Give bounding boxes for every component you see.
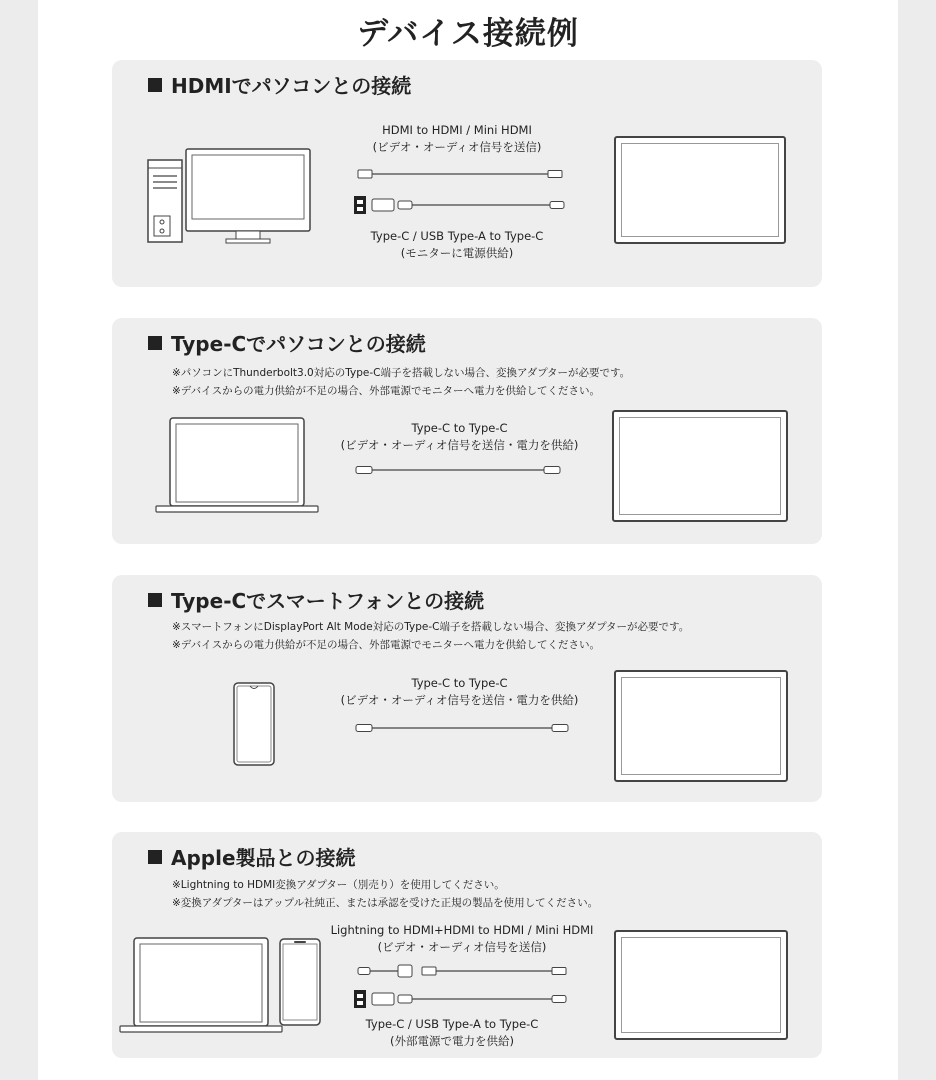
note-line: ※Lightning to HDMI変換アダプター（別売り）を使用してください。 xyxy=(172,879,505,891)
section-title xyxy=(148,842,356,871)
usb-c-cable-with-adapter-icon xyxy=(354,194,570,216)
note-line: ※デバイスからの電力供給が不足の場合、外部電源でモニターへ電力を供給してください。 xyxy=(172,385,601,397)
cable-label-bottom xyxy=(332,1016,572,1050)
cable-name: Type-C to Type-C xyxy=(411,421,508,435)
section-title xyxy=(148,328,426,357)
cable-label-top xyxy=(342,122,572,156)
section-title-text: HDMIでパソコンとの接続 xyxy=(171,74,412,98)
section-title-text: Apple製品との接続 xyxy=(171,846,356,870)
square-bullet-icon xyxy=(148,336,162,350)
square-bullet-icon xyxy=(148,850,162,864)
cable-desc: (ビデオ・オーディオ信号を送信・電力を供給) xyxy=(340,438,579,452)
usb-c-cable-with-adapter-icon xyxy=(354,988,572,1010)
section-title-text: Type-Cでスマートフォンとの接続 xyxy=(171,589,485,613)
hdmi-cable-icon xyxy=(358,168,568,180)
section-typec-pc xyxy=(112,318,822,544)
cable-desc: (モニターに電源供給) xyxy=(400,246,514,260)
page-title: デバイス接続例 xyxy=(357,16,579,52)
portable-monitor-icon xyxy=(614,670,788,782)
lightning-adapter-hdmi-cable-icon xyxy=(358,964,572,978)
note-line: ※変換アダプターはアップル社純正、または承認を受けた正規の製品を使用してください。 xyxy=(172,897,599,909)
usb-c-cable-icon xyxy=(356,464,566,476)
section-title xyxy=(148,70,411,99)
smartphone-icon xyxy=(232,681,276,767)
square-bullet-icon xyxy=(148,78,162,92)
cable-name: Type-C / USB Type-A to Type-C xyxy=(370,229,544,243)
cable-label-bottom xyxy=(342,228,572,262)
cable-label-top xyxy=(322,922,602,956)
section-typec-smartphone xyxy=(112,575,822,802)
note-line: ※パソコンにThunderbolt3.0対応のType-C端子を搭載しない場合、変換アダプターが必要です。 xyxy=(172,367,631,379)
section-title-text: Type-Cでパソコンとの接続 xyxy=(171,332,426,356)
section-hdmi-pc xyxy=(112,60,822,287)
section-title xyxy=(148,585,484,614)
cable-name: Type-C to Type-C xyxy=(411,676,508,690)
cable-desc: (外部電源で電力を供給) xyxy=(390,1034,514,1048)
cable-name: Lightning to HDMI+HDMI to HDMI / Mini HDMI xyxy=(330,923,594,937)
cable-name: Type-C / USB Type-A to Type-C xyxy=(365,1017,539,1031)
square-bullet-icon xyxy=(148,593,162,607)
note-line: ※デバイスからの電力供給が不足の場合、外部電源でモニターへ電力を供給してください。 xyxy=(172,639,601,651)
usb-c-cable-icon xyxy=(356,722,570,734)
cable-name: HDMI to HDMI / Mini HDMI xyxy=(382,123,532,137)
laptop-icon xyxy=(154,416,320,516)
cable-desc: (ビデオ・オーディオ信号を送信) xyxy=(377,940,547,954)
portable-monitor-icon xyxy=(614,930,788,1040)
note-line: ※スマートフォンにDisplayPort Alt Mode対応のType-C端子を搭載しない場合、変換アダプターが必要です。 xyxy=(172,621,690,633)
cable-desc: (ビデオ・オーディオ信号を送信・電力を供給) xyxy=(340,693,579,707)
cable-label-top xyxy=(332,420,587,454)
portable-monitor-icon xyxy=(614,136,786,244)
cable-desc: (ビデオ・オーディオ信号を送信) xyxy=(372,140,542,154)
portable-monitor-icon xyxy=(612,410,788,522)
cable-label-top xyxy=(332,675,587,709)
laptop-and-phone-icon xyxy=(118,936,324,1036)
desktop-pc-icon xyxy=(144,146,314,246)
section-apple xyxy=(112,832,822,1058)
